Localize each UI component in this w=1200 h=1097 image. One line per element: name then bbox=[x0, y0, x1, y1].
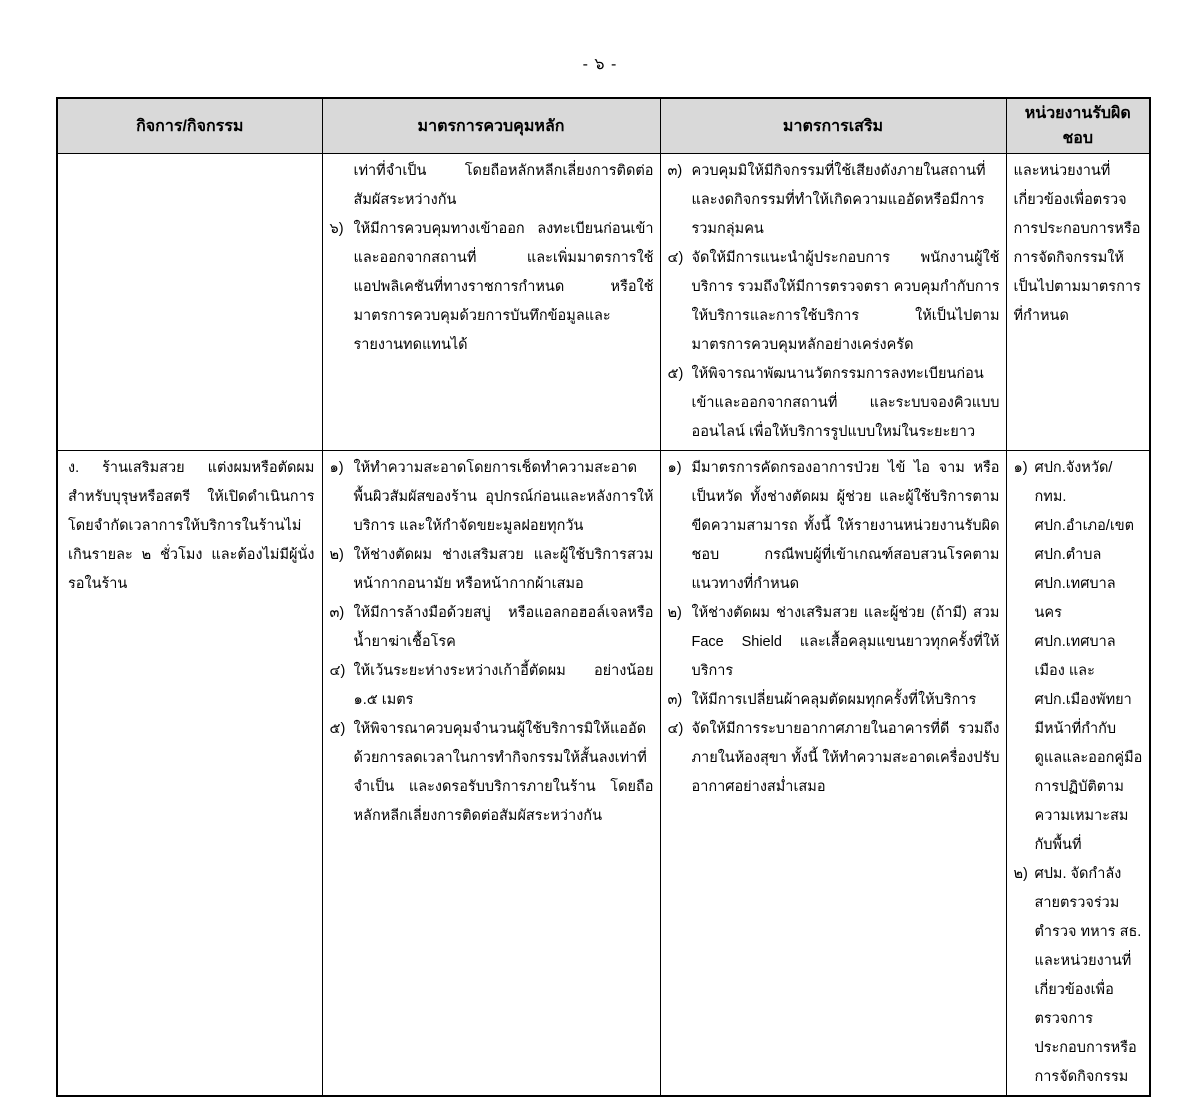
measure-item bbox=[330, 157, 654, 215]
table-row bbox=[57, 154, 1150, 451]
cell-main-measures bbox=[322, 451, 660, 1097]
item-number: ๕) bbox=[329, 721, 346, 737]
measure-text: จัดให้มีการระบายอากาศภายในอาคารที่ดี รวมถึงภายในห้องสุขา ทั้งนี้ ให้ทำความสะอาดเครื่องปรับอากาศอย่างสม่ำเสมอ bbox=[691, 721, 1000, 795]
table-header-row bbox=[57, 98, 1150, 154]
item-number: ๖) bbox=[329, 221, 344, 237]
measure-text: ให้ช่างตัดผม ช่างเสริมสวย และผู้ใช้บริการสวมหน้ากากอนามัย หรือหน้ากากผ้าเสมอ bbox=[353, 547, 654, 592]
header-main-measures: มาตรการควบคุมหลัก bbox=[322, 98, 660, 154]
cell-main-measures bbox=[322, 154, 660, 451]
item-number: ๕) bbox=[667, 366, 684, 382]
item-number: ๒) bbox=[1013, 866, 1028, 882]
measure-item bbox=[330, 599, 654, 657]
item-number: ๓) bbox=[329, 605, 345, 621]
header-activity: กิจการ/กิจกรรม bbox=[57, 98, 322, 154]
item-number: ๓) bbox=[667, 163, 683, 179]
cell-extra-measures bbox=[660, 154, 1006, 451]
header-agency: หน่วยงานรับผิดชอบ bbox=[1006, 98, 1150, 154]
measure-text: ให้ช่างตัดผม ช่างเสริมสวย และผู้ช่วย (ถ้ามี) สวม Face Shield และเสื้อคลุมแขนยาวทุกครั้งที่ให้บริการ bbox=[691, 605, 1000, 679]
measure-item bbox=[668, 599, 1000, 686]
header-extra-measures: มาตรการเสริม bbox=[660, 98, 1006, 154]
cell-activity bbox=[57, 154, 322, 451]
cell-agency bbox=[1006, 451, 1150, 1097]
measure-text: เท่าที่จำเป็น โดยถือหลักหลีกเลี่ยงการติดต่อสัมผัสระหว่างกัน bbox=[353, 163, 654, 208]
item-number: ๒) bbox=[667, 605, 682, 621]
measure-text: ให้พิจารณาควบคุมจำนวนผู้ใช้บริการมิให้แออัดด้วยการลดเวลาในการทำกิจกรรมให้สั้นลงเท่าที่จำเป็น และงดรอรับบริการภายในร้าน โดยถือหลักหลีกเลี่ยงการติดต่อสัมผัสระหว่างกัน bbox=[353, 721, 654, 824]
measure-item bbox=[668, 686, 1000, 715]
item-number: ๒) bbox=[329, 547, 344, 563]
cell-activity: ง. ร้านเสริมสวย แต่งผมหรือตัดผมสำหรับบุรุษหรือสตรี ให้เปิดดำเนินการโดยจำกัดเวลาการให้บริการในร้านไม่เกินรายละ ๒ ชั่วโมง และต้องไม่มีผู้นั่งรอในร้าน bbox=[57, 451, 322, 1097]
measure-item bbox=[330, 454, 654, 541]
cell-agency bbox=[1006, 154, 1150, 451]
item-number: ๑) bbox=[329, 460, 344, 476]
item-number: ๓) bbox=[667, 692, 683, 708]
measure-text: จัดให้มีการแนะนำผู้ประกอบการ พนักงานผู้ใช้บริการ รวมถึงให้มีการตรวจตรา ควบคุมกำกับการให้บริการและการใช้บริการ ให้เป็นไปตามมาตรการควบคุมหลักอย่างเคร่งครัด bbox=[691, 250, 1000, 353]
measure-text: ให้ทำความสะอาดโดยการเช็ดทำความสะอาดพื้นผิวสัมผัสของร้าน อุปกรณ์ก่อนและหลังการให้บริการ และให้กำจัดขยะมูลฝอยทุกวัน bbox=[353, 460, 654, 534]
measures-table bbox=[56, 97, 1151, 1097]
measure-item bbox=[330, 215, 654, 360]
page-number: - ๖ - bbox=[582, 56, 618, 73]
agency-text: และหน่วยงานที่เกี่ยวข้องเพื่อตรวจการประกอบการหรือการจัดกิจกรรมให้เป็นไปตามมาตรการที่กำหนด bbox=[1013, 163, 1141, 324]
measure-item bbox=[668, 360, 1000, 447]
measure-item bbox=[330, 657, 654, 715]
measure-item bbox=[668, 715, 1000, 802]
agency-item bbox=[1014, 860, 1144, 1092]
item-number: ๔) bbox=[667, 721, 684, 737]
measure-item bbox=[668, 454, 1000, 599]
cell-extra-measures bbox=[660, 451, 1006, 1097]
measure-item bbox=[330, 541, 654, 599]
agency-text: ศปม. จัดกำลังสายตรวจร่วม ตำรวจ ทหาร สธ. และหน่วยงานที่เกี่ยวข้องเพื่อตรวจการประกอบการหรือการจัดกิจกรรม bbox=[1034, 866, 1142, 1085]
measure-text: ควบคุมมิให้มีกิจกรรมที่ใช้เสียงดังภายในสถานที่และงดกิจกรรมที่ทำให้เกิดความแออัดหรือมีการรวมกลุ่มคน bbox=[691, 163, 986, 237]
item-number: ๑) bbox=[1013, 460, 1028, 476]
measure-item bbox=[330, 715, 654, 831]
measure-text: ให้มีการล้างมือด้วยสบู่ หรือแอลกอฮอล์เจลหรือน้ำยาฆ่าเชื้อโรค bbox=[353, 605, 654, 650]
item-number: ๑) bbox=[667, 460, 682, 476]
measure-text: มีมาตรการคัดกรองอาการป่วย ไข้ ไอ จาม หรือเป็นหวัด ทั้งช่างตัดผม ผู้ช่วย และผู้ใช้บริการตามขีดความสามารถ ทั้งนี้ ให้รายงานหน่วยงานรับผิดชอบ กรณีพบผู้ที่เข้าเกณฑ์สอบสวนโรคตามแนวทางที่กำหนด bbox=[691, 460, 1000, 592]
measure-text: ให้มีการควบคุมทางเข้าออก ลงทะเบียนก่อนเข้าและออกจากสถานที่ และเพิ่มมาตรการใช้แอปพลิเคชันที่ทางราชการกำหนด หรือใช้มาตรการควบคุมด้วยการบันทึกข้อมูลและรายงานทดแทนได้ bbox=[353, 221, 654, 353]
measure-text: ให้มีการเปลี่ยนผ้าคลุมตัดผมทุกครั้งที่ให้บริการ bbox=[691, 692, 977, 708]
measure-text: ให้เว้นระยะห่างระหว่างเก้าอี้ตัดผม อย่างน้อย ๑.๕ เมตร bbox=[353, 663, 654, 708]
measure-text: ให้พิจารณาพัฒนานวัตกรรมการลงทะเบียนก่อนเข้าและออกจากสถานที่ และระบบจองคิวแบบออนไลน์ เพื่อให้บริการรูปแบบใหม่ในระยะยาว bbox=[691, 366, 1000, 440]
agency-item bbox=[1014, 454, 1144, 860]
table-row bbox=[57, 451, 1150, 1097]
measure-item bbox=[668, 157, 1000, 244]
item-number: ๔) bbox=[667, 250, 684, 266]
measure-item bbox=[668, 244, 1000, 360]
item-number: ๔) bbox=[329, 663, 346, 679]
agency-text: ศปก.จังหวัด/กทม. ศปก.อำเภอ/เขต ศปก.ตำบล ศปก.เทศบาลนคร ศปก.เทศบาลเมือง และ ศปก.เมืองพัทยา มีหน้าที่กำกับดูแลและออกคู่มือการปฏิบัติตามความเหมาะสมกับพื้นที่ bbox=[1034, 460, 1143, 853]
